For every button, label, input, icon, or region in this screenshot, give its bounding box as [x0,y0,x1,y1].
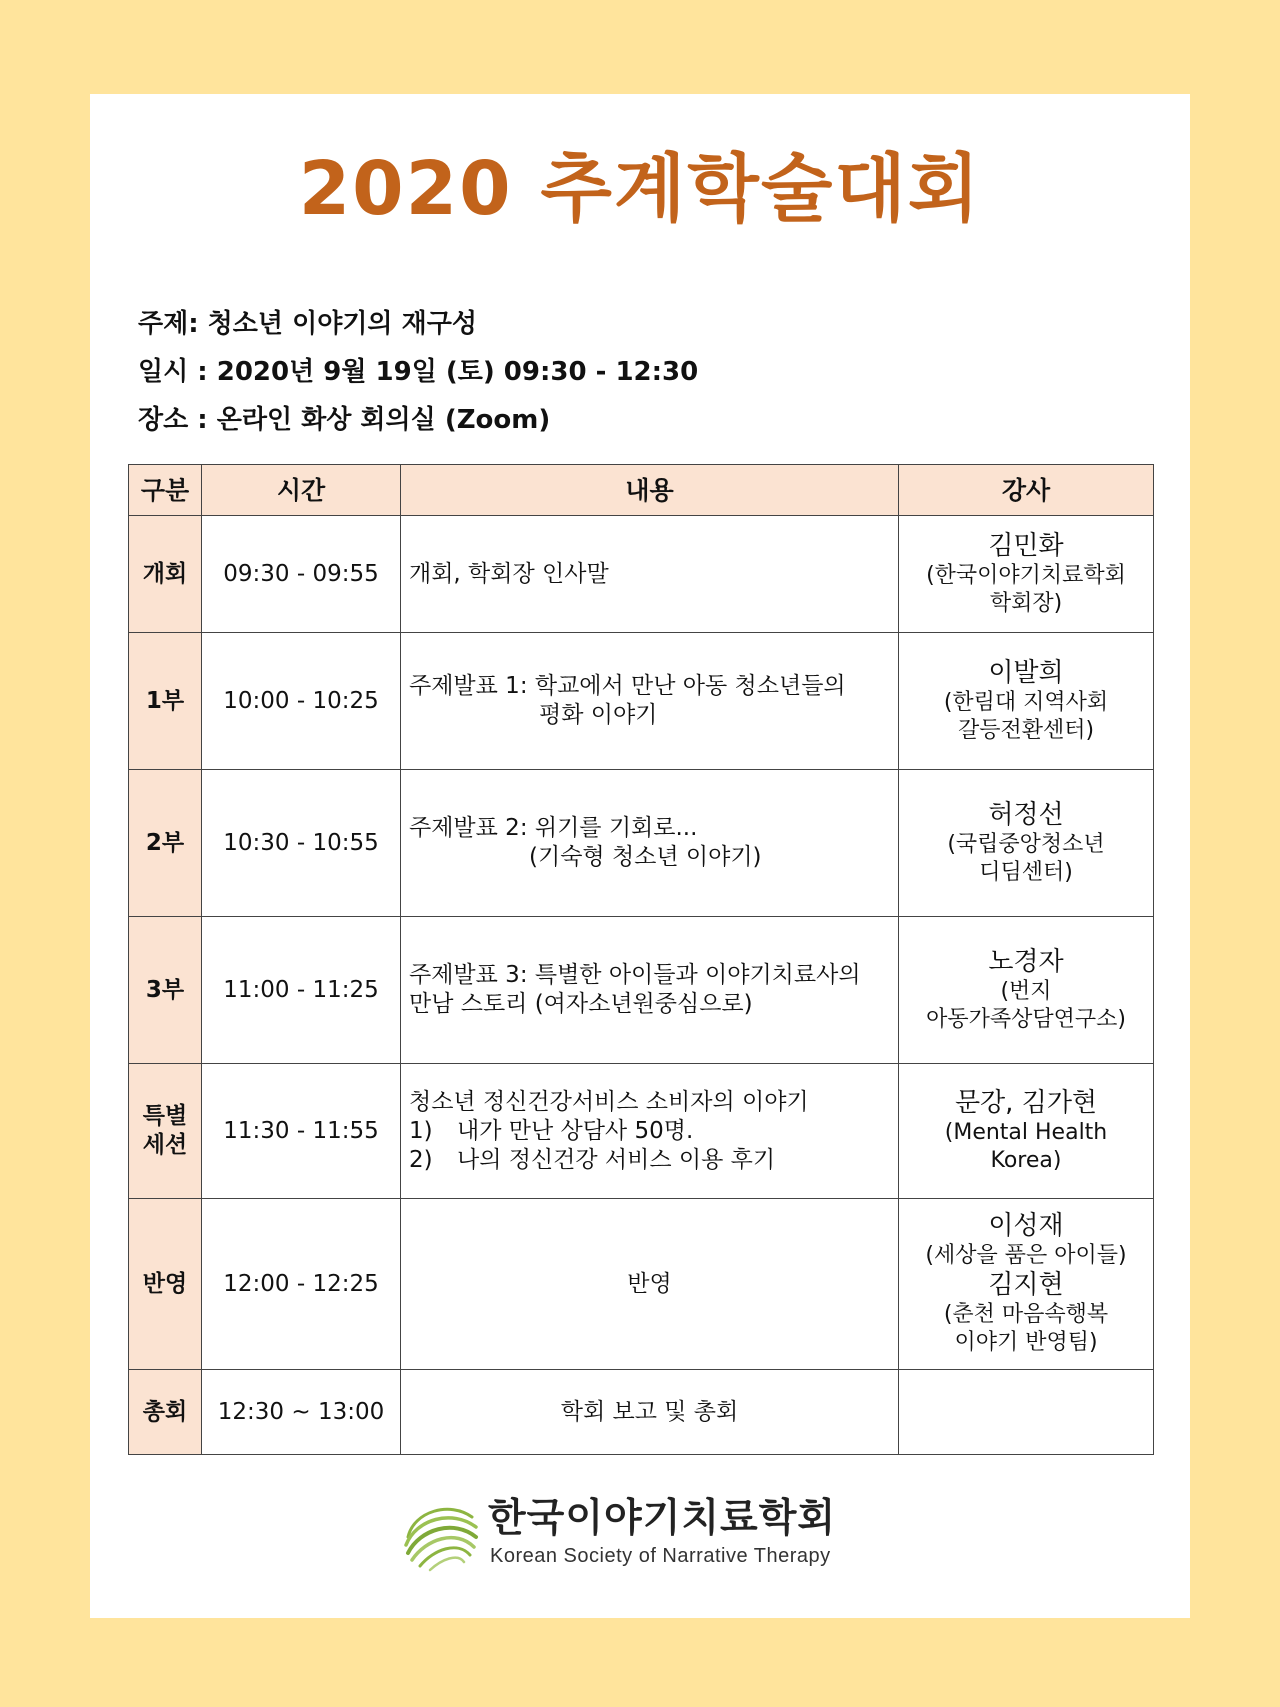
page-title: 2020 추계학술대회 [298,146,982,232]
row-time: 11:00 - 11:25 [202,917,401,1064]
row-speaker [899,917,1154,1064]
speaker-name: 이발희 [988,657,1064,688]
globe-swirl-icon [400,1497,480,1573]
speaker-affiliation: 디딤센터) [979,859,1073,885]
speaker-name: 문강, 김가현 [954,1087,1098,1118]
row-content [401,1064,899,1199]
row-speaker [899,770,1154,917]
speaker-name: 허정선 [988,799,1064,830]
row-speaker [899,516,1154,633]
row-time: 11:30 - 11:55 [202,1064,401,1199]
content-line: 만남 스토리 (여자소년원중심으로) [409,991,753,1017]
header-content: 내용 [401,465,899,516]
speaker-affiliation: 이야기 반영팀) [954,1330,1098,1355]
row-time: 12:30 ~ 13:00 [202,1370,401,1455]
row-speaker [899,1064,1154,1199]
speaker-affiliation: (한림대 지역사회 [943,689,1109,715]
row-content: 반영 [401,1199,899,1370]
row-division [129,1064,202,1199]
row-division: 반영 [129,1199,202,1370]
list-item [409,1146,890,1175]
row-speaker [899,1370,1154,1455]
content-line: 주제발표 3: 특별한 아이들과 이야기치료사의 [409,962,861,988]
list-text: 내가 만난 상담사 50명. [457,1117,694,1144]
row-speaker [899,1199,1154,1370]
speaker-affiliation: 아동가족상담연구소) [926,1006,1126,1032]
content-title: 청소년 정신건강서비스 소비자의 이야기 [409,1088,809,1115]
table-row [129,917,1154,1064]
table-row [129,633,1154,770]
table-row [129,1370,1154,1455]
logo-english-name: Korean Society of Narrative Therapy [490,1545,831,1567]
row-content [401,770,899,917]
info-date: 일시 : 2020년 9월 19일 (토) 09:30 - 12:30 [138,357,699,387]
speaker-affiliation: (Mental Health [944,1119,1108,1145]
row-time: 09:30 - 09:55 [202,516,401,633]
division-line: 특별 [142,1103,188,1129]
info-place: 장소 : 온라인 화상 회의실 (Zoom) [138,405,551,435]
row-division: 2부 [129,770,202,917]
info-theme: 주제: 청소년 이야기의 재구성 [138,309,477,339]
content-line: 평화 이야기 [539,702,658,728]
row-division: 총회 [129,1370,202,1455]
speaker-name: 노경자 [988,946,1064,977]
header-speaker: 강사 [899,465,1154,516]
table-row [129,1064,1154,1199]
table-row [129,1199,1154,1370]
speaker-affiliation: 갈등전환센터) [957,717,1095,743]
logo-korean-name: 한국이야기치료학회 [488,1496,837,1541]
speaker-affiliation: Korea) [990,1147,1062,1173]
row-speaker [899,633,1154,770]
speaker-affiliation: 학회장) [989,590,1063,616]
speaker-name: 김지현 [988,1270,1064,1300]
division-line: 세션 [142,1132,188,1158]
table-header-row [129,465,1154,516]
row-content: 개회, 학회장 인사말 [401,516,899,633]
speaker-name: 이성재 [988,1211,1064,1241]
speaker-name: 김민화 [988,530,1064,561]
row-time: 12:00 - 12:25 [202,1199,401,1370]
table-row [129,516,1154,633]
row-time: 10:30 - 10:55 [202,770,401,917]
row-content [401,633,899,770]
speaker-affiliation: (국립중앙청소년 [947,831,1105,857]
table-row [129,770,1154,917]
speaker-affiliation: (춘천 마음속행복 [943,1302,1109,1327]
list-text: 나의 정신건강 서비스 이용 후기 [457,1146,776,1173]
row-content [401,917,899,1064]
list-number: 2) [409,1146,433,1173]
header-division: 구분 [129,465,202,516]
row-division: 개회 [129,516,202,633]
row-content: 학회 보고 및 총회 [401,1370,899,1455]
content-line: 주제발표 2: 위기를 기회로... [409,815,698,841]
header-time: 시간 [202,465,401,516]
society-logo [400,1495,880,1575]
schedule-table [128,464,1154,1455]
content-line: 주제발표 1: 학교에서 만난 아동 청소년들의 [409,673,846,699]
event-info [138,300,698,444]
speaker-affiliation: (한국이야기치료학회 [926,562,1126,588]
speaker-affiliation: (세상을 품은 아이들) [925,1243,1127,1268]
list-number: 1) [409,1117,433,1144]
list-item [409,1117,890,1146]
row-time: 10:00 - 10:25 [202,633,401,770]
content-line: (기숙형 청소년 이야기) [529,844,762,870]
row-division: 1부 [129,633,202,770]
row-division: 3부 [129,917,202,1064]
speaker-affiliation: (번지 [1000,978,1052,1004]
